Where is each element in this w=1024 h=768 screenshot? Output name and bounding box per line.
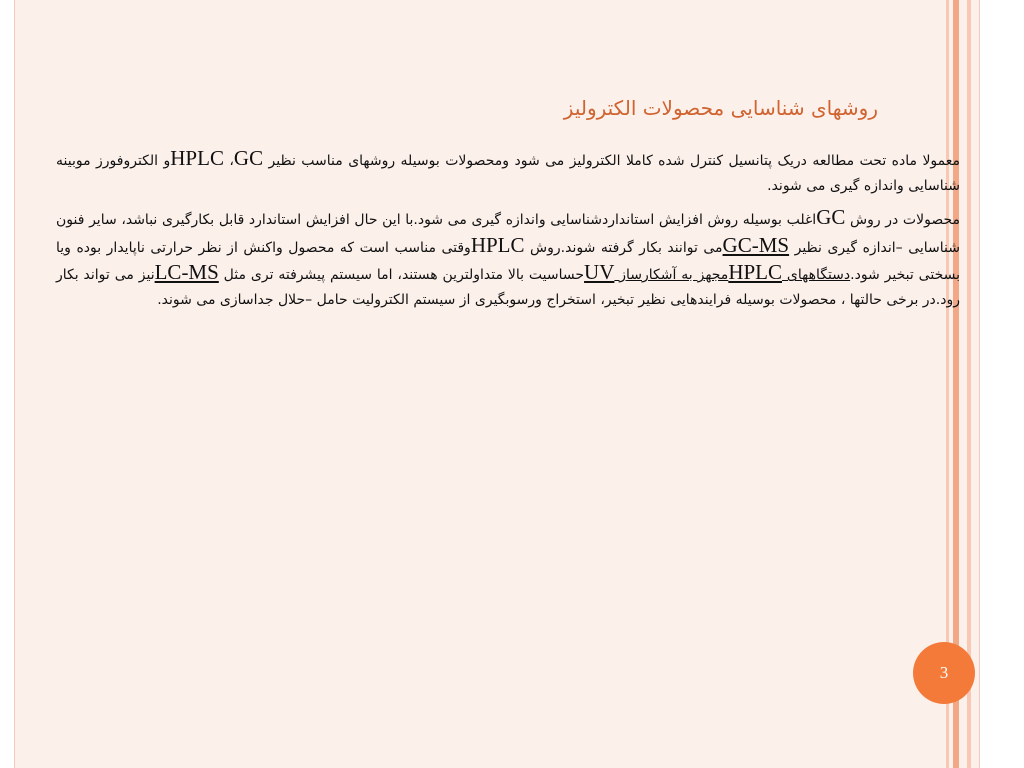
text: می توانند بکار گرفته شوند.روش <box>524 239 723 256</box>
text: حساسیت بالا متداولترین هستند، اما سیستم پیشرفته تری مثل <box>218 267 585 283</box>
detector-link[interactable]: مجهز به آشکارساز <box>614 267 729 283</box>
term-lc-ms-link[interactable]: LC-MS <box>154 260 219 284</box>
text: وقتی مناسب است که محصول واکنش از نظر حرارتی ناپایدار بوده ویا بسختی تبخیر شود. <box>56 239 960 283</box>
term-gc: GC <box>233 146 264 170</box>
text: محصولات در روش <box>845 212 960 228</box>
text: نیز می تواند بکار رود.در برخی حالتها ، محصولات بوسیله فرایندهایی نظیر تبخیر، استخراج ورسوبگیری از سیستم الکترولیت حامل –حلال جداسازی می شوند. <box>56 267 960 308</box>
slide-title: روشهای شناسایی محصولات الکترولیز <box>563 96 878 120</box>
term-gc-ms-link[interactable]: GC-MS <box>722 232 790 257</box>
devices-link[interactable]: دستگاههای <box>782 267 851 283</box>
text: اغلب بوسیله روش افزایش استانداردشناسایی واندازه گیری می شود.با این حال افزایش استاندارد قابل بکارگیری نباشد، سایر فنون شناسایی –اندازه گیری نظیر <box>56 212 960 256</box>
separator: ، <box>223 153 234 169</box>
page-number-badge: 3 <box>913 642 975 704</box>
paragraph-1 <box>56 146 960 198</box>
term-gc: GC <box>816 205 846 229</box>
term-hplc: HPLC <box>170 146 224 170</box>
paragraph-2 <box>56 205 960 312</box>
text: معمولا ماده تحت مطالعه دریک پتانسیل کنترل شده کاملا الکترولیز می شود ومحصولات بوسیله روشهای مناسب نظیر <box>268 153 961 169</box>
term-hplc-link[interactable]: HPLC <box>728 260 782 284</box>
text: و الکتروفورز موبینه شناسایی واندازه گیری می شوند. <box>56 153 960 194</box>
term-uv-link[interactable]: UV <box>584 260 615 284</box>
slide-body <box>56 146 960 312</box>
term-hplc: HPLC <box>470 232 525 257</box>
